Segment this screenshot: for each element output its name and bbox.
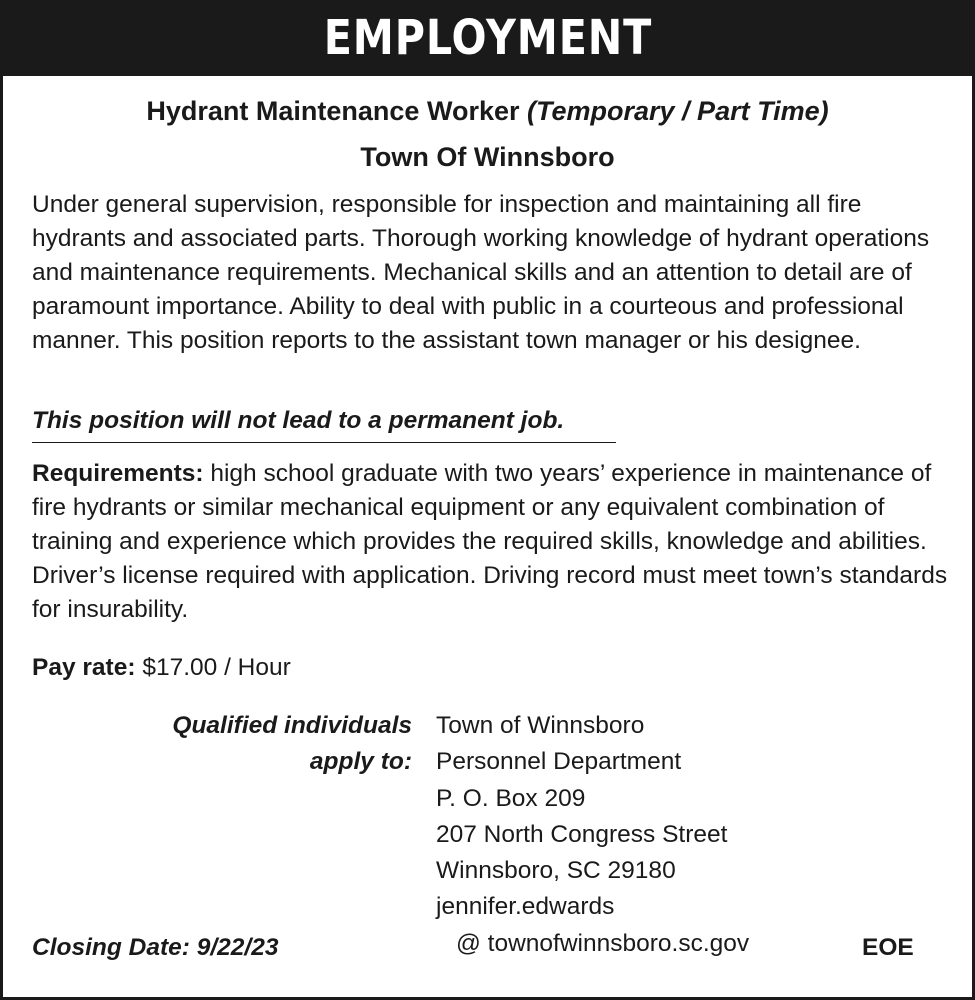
job-title — [0, 96, 975, 127]
pay-rate-label: Pay rate: — [32, 654, 136, 681]
address-line-po-box: P. O. Box 209 — [436, 784, 586, 812]
mailing-address — [436, 708, 856, 962]
address-line-street: 207 North Congress Street — [436, 820, 728, 848]
apply-label-line2: apply to: — [309, 748, 412, 775]
job-type: (Temporary / Part Time) — [527, 96, 829, 126]
eoe-label: EOE — [862, 934, 914, 961]
address-line-city: Winnsboro, SC 29180 — [436, 857, 676, 885]
email-domain-part: @ townofwinnsboro.sc.gov — [456, 929, 750, 957]
apply-label — [112, 708, 412, 780]
employment-banner — [0, 0, 975, 76]
pay-rate-value: $17.00 / Hour — [142, 654, 291, 681]
closing-date: Closing Date: 9/22/23 — [32, 934, 279, 961]
requirements-text: high school graduate with two years’ experience in maintenance of fire hydrants or similar mechanical equipment or any equivalent combination of training and experience which provides the required skills, knowledge and abilities. Driver’s license required with application. Driving record must meet town’s standards for insurability. — [32, 460, 948, 623]
requirements-label: Requirements: — [32, 460, 204, 487]
email-user-part: jennifer.edwards — [436, 893, 615, 921]
requirements — [32, 457, 952, 627]
job-title-name: Hydrant Maintenance Worker — [146, 96, 520, 126]
banner-title: EMPLOYMENT — [323, 10, 652, 66]
temporary-notice: This position will not lead to a permanent job. — [32, 404, 616, 443]
address-line-department: Personnel Department — [436, 748, 682, 776]
apply-label-line1: Qualified individuals — [172, 712, 412, 739]
job-description: Under general supervision, responsible for inspection and maintaining all fire hydrants and associated parts. Thorough working knowledge of hydrant operations and maintenance requirements. Mechanical skills and an attention to detail are of paramount importance. Ability to deal with public in a courteous and professional manner. This position reports to the assistant town manager or his designee. — [32, 191, 930, 354]
employer-name: Town Of Winnsboro — [360, 142, 615, 172]
pay-rate — [32, 651, 952, 685]
address-line-town: Town of Winnsboro — [436, 712, 645, 739]
